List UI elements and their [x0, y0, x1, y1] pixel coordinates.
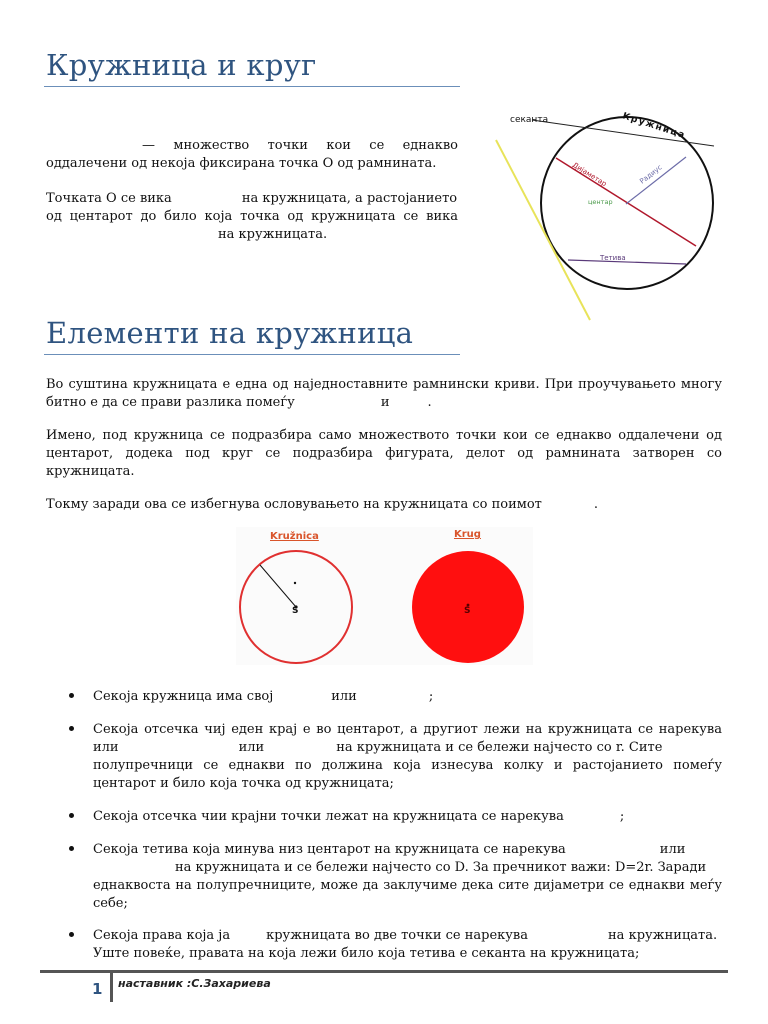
chord-line [568, 260, 686, 264]
bullet-4-line-4: себе; [93, 896, 128, 911]
title-underline [44, 86, 460, 87]
bullet-dot [69, 846, 74, 851]
bullet-1: Секоја кружница има свој или ; [93, 689, 434, 704]
bullet-3: Секоја отсечка чии крајни точки лежат на кружницата се нарекува ; [93, 809, 625, 824]
chord-label: Тетива [600, 254, 626, 262]
circle-vs-disc-figure [236, 527, 533, 665]
bullet-2-line-2: или или на кружницата и се бележи најчесто со r. Сите [93, 740, 663, 755]
circle-label: Кружница [621, 111, 687, 142]
secant-line [532, 120, 714, 146]
paragraph-2-line-1: Имено, под кружница се подразбира само множеството точки кои се еднакво оддалечени од [46, 428, 722, 443]
bullet-5-line-2: Уште повеќе, правата на која лежи било која тетива е секанта на кружницата; [93, 946, 640, 961]
radius-label: Радиус [638, 163, 664, 186]
krug-label: Krug [454, 529, 481, 540]
bullet-5-line-1: Секоја права која ја кружницата во две точки се нарекува на кружницата. [93, 928, 718, 943]
radius-line [626, 157, 686, 204]
bullet-4-line-3: еднаквоста на полупречниците, може да заклучиме дека сите дијаметри се еднакви меѓу [93, 878, 722, 893]
teacher-credit: наставник :С.Захариева [118, 977, 271, 990]
bullet-dot [69, 932, 74, 937]
center-line-1: Точката О се вика на кружницата, а растојанието [46, 191, 458, 206]
bullet-2-line-4: центарот и било која точка од кружницата; [93, 776, 394, 791]
bullet-2-line-1: Секоја отсечка чиј еден крај е во центарот, а другиот лежи на кружницата се нарекува [93, 722, 722, 737]
bullet-2-line-3: полупречници се еднакви по должина која изнесува колку и растојанието помеѓу [93, 758, 722, 773]
definition-line-1: — множество точки кои се еднакво [142, 138, 458, 153]
footer-rule [40, 970, 728, 973]
bullet-dot [69, 726, 74, 731]
title-underline [44, 354, 460, 355]
center-line-2: од центарот до било која точка од кружницата се вика [46, 209, 458, 224]
bullet-4-line-2: на кружницата и се бележи најчесто со D. За пречникот важи: D=2r. Заради [175, 860, 707, 875]
kruznica-radius [260, 565, 296, 607]
paragraph-3: Токму заради ова се избегнува ословувањето на кружницата со поимот . [46, 497, 599, 512]
footer-divider [110, 972, 113, 1002]
center-line-3: на кружницата. [218, 227, 328, 242]
center-label: центар [588, 198, 613, 206]
diameter-label: Дијаметар [570, 160, 608, 189]
paragraph-2-line-2: центарот, додека под круг се подразбира фигурата, делот од рамнината затворен со [46, 446, 722, 461]
circle-elements-diagram [480, 100, 730, 340]
definition-line-2: оддалечени од некоја фиксирана точка О од рамнината. [46, 156, 437, 171]
paragraph-2-line-3: кружницата. [46, 464, 135, 479]
krug-center-label: S [464, 606, 471, 616]
page-number: 1 [92, 980, 103, 998]
section-title-circle: Кружница и круг [46, 48, 317, 82]
kruznica-point [294, 582, 296, 584]
kruznica-label: Kružnica [270, 531, 319, 542]
bullet-dot [69, 693, 74, 698]
figure-shapes [236, 527, 533, 665]
kruznica-center-label: S [292, 606, 299, 616]
bullet-dot [69, 813, 74, 818]
paragraph-1-line-1: Во суштина кружницата е една од наједноставните рамнински криви. При проучувањето многу [46, 377, 722, 392]
section-title-elements: Елементи на кружница [46, 316, 414, 350]
bullet-4-line-1: Секоја тетива која минува низ центарот на кружницата се нарекува или [93, 842, 686, 857]
secant-label: секанта [510, 115, 549, 125]
paragraph-1-line-2: битно е да се прави разлика помеѓу и . [46, 395, 432, 410]
